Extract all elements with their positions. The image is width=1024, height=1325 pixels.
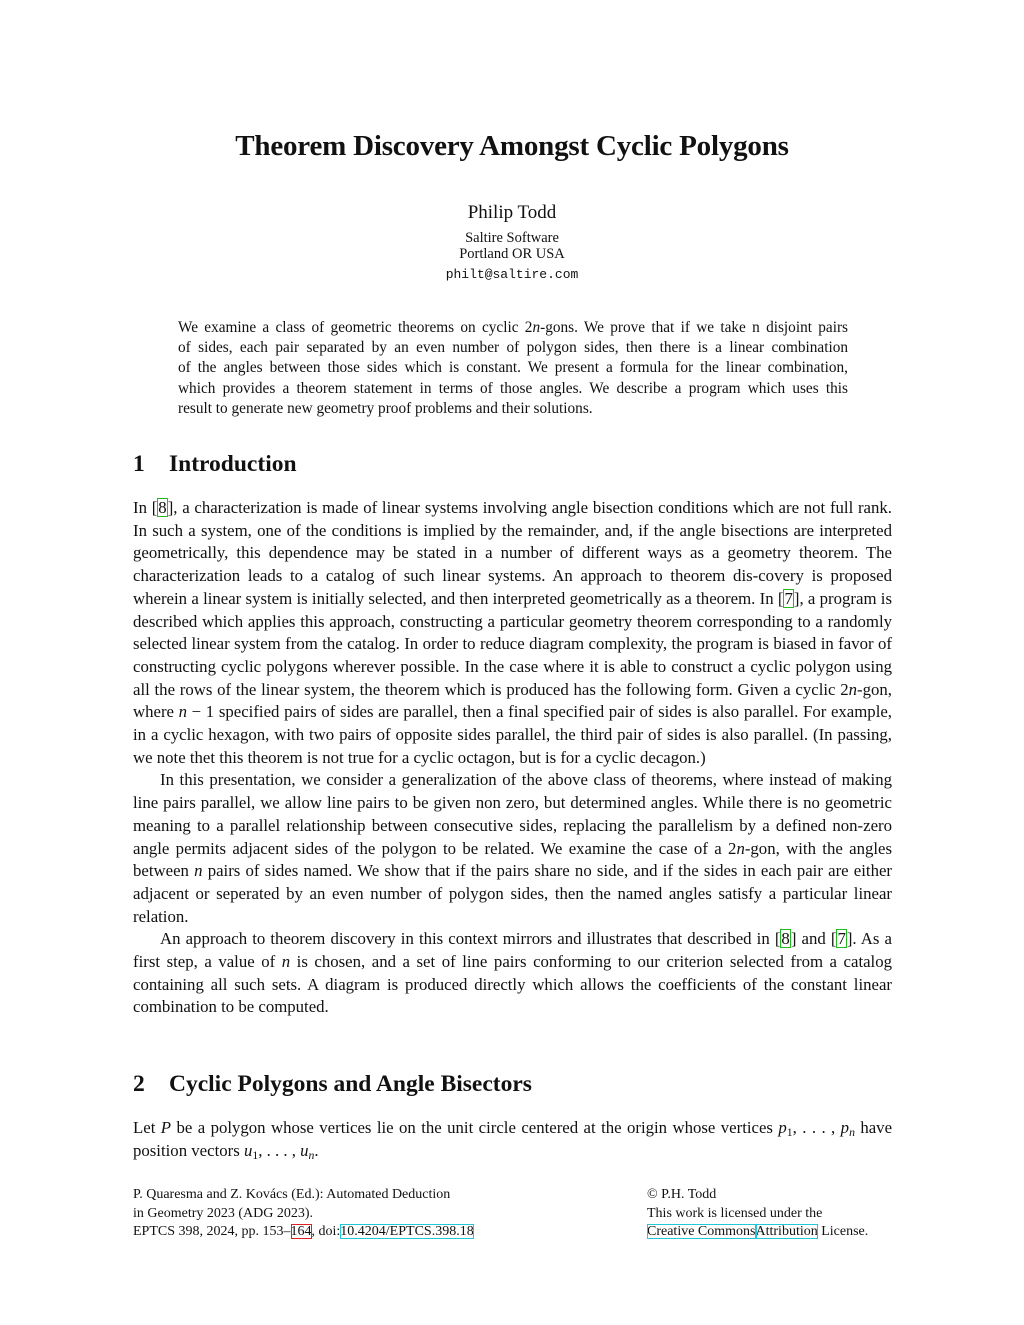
last-page-link[interactable]: 164 — [290, 1224, 312, 1239]
affiliation-line: Saltire Software — [465, 230, 559, 246]
section-heading-cyclic-polygons — [133, 1071, 532, 1098]
abstract — [178, 318, 848, 419]
doi-link[interactable]: 10.4204/EPTCS.398.18 — [340, 1224, 474, 1239]
paragraph: In [8], a characterization is made of linear systems involving angle bisection conditions which are not full rank. In such a system, one of the conditions is implied by the remainder, and, if the angle bisections are interpreted geometrically, this dependence may be stated in a number of different ways as a geometry theorem. The characterization leads to a catalog of such linear systems. An approach to theorem dis-covery is proposed wherein a linear system is initially selected, and then interpreted geometrically as a theorem. In [7], a program is described which applies this approach, constructing a particular geometry theorem corresponding to a randomly selected linear system from the catalog. In order to reduce diagram complexity, the program is biased in favor of constructing cyclic polygons wherever possible. In the case where it is able to construct a cyclic polygon using all the rows of the linear system, the theorem which is produced has the following form. Given a cyclic 2n-gon, where n − 1 specified pairs of sides are parallel, then a final specified pair of sides is also parallel. For example, in a cyclic hexagon, with two pairs of opposite sides parallel, the third pair of sides is also parallel. (In passing, we note thet this theorem is not true for a cyclic octagon, but is for a cyclic decagon.) — [133, 498, 892, 767]
paragraph: In this presentation, we consider a generalization of the above class of theorems, where instead of making line pairs parallel, we allow line pairs to be given non zero, but determined angles. While there is no geometric meaning to a parallel relationship between consecutive sides, replacing the parallelism by a defined non-zero angle permits adjacent sides of the polygon to be related. We examine the case of a 2n-gon, with the angles between n pairs of sides named. We show that if the pairs share no side, and if the sides in each pair are either adjacent or seperated by an even number of polygon sides, then the named angles satisfy a particular linear relation. — [133, 770, 893, 926]
abstract-line: of sides, each pair separated by an even number of polygon sides, then there is a linear combination — [178, 339, 848, 357]
abstract-line: which provides a theorem statement in terms of those angles. We describe a program which uses this — [178, 379, 848, 397]
citation-link-7[interactable]: 7 — [784, 588, 793, 608]
citation-link-7[interactable]: 7 — [837, 929, 846, 949]
creative-commons-link[interactable]: Creative Commons — [647, 1224, 756, 1239]
abstract-line: result to generate new geometry proof problems and their solutions. — [178, 399, 593, 417]
section-title: Cyclic Polygons and Angle Bisectors — [169, 1071, 532, 1097]
citation-link-8[interactable]: 8 — [158, 498, 167, 517]
attribution-link[interactable]: Attribution — [755, 1224, 818, 1239]
section2-body — [133, 1117, 892, 1162]
footer-line: in Geometry 2023 (ADG 2023). — [133, 1205, 314, 1221]
section-number: 1 — [133, 451, 145, 477]
abstract-line: We examine a class of geometric theorems on cyclic 2n-gons. We prove that if we take n disjoint pairs — [178, 319, 848, 336]
license-line: Creative CommonsAttribution License. — [647, 1224, 869, 1239]
section-title: Introduction — [169, 451, 297, 477]
copyright-line: © P.H. Todd — [647, 1187, 717, 1202]
author-email[interactable]: philt@saltire.com — [445, 267, 579, 282]
publication-footer — [133, 1186, 553, 1242]
affiliation-line: Portland OR USA — [459, 246, 565, 262]
paragraph: An approach to theorem discovery in this context mirrors and illustrates that described in [8] and [7]. As a first step, a value of n is chosen, and a set of line pairs conforming to our criterion selected from a catalog containing all such sets. A diagram is produced directly which allows the coefficients of the constant linear combination to be computed. — [133, 929, 892, 1017]
paragraph: Let P be a polygon whose vertices lie on the unit circle centered at the origin whose vertices $p_1$, . . . , $p_n$ have position vectors $u_1$, . . . , $u_n$. — [133, 1118, 893, 1162]
section-heading-introduction — [133, 451, 297, 478]
author-affiliation — [0, 230, 1024, 262]
citation-link-8[interactable]: 8 — [781, 929, 790, 949]
footer-line: EPTCS 398, 2024, pp. 153–164, doi:10.4204/EPTCS.398.18 — [133, 1224, 474, 1239]
author-name: Philip Todd — [467, 202, 557, 223]
license-footer — [647, 1186, 907, 1242]
abstract-line: of the angles between those sides which is constant. We present a formula for the linear combination, — [178, 359, 848, 377]
introduction-body — [133, 497, 892, 1019]
license-line: This work is licensed under the — [647, 1205, 823, 1221]
footer-line: P. Quaresma and Z. Kovács (Ed.): Automated Deduction — [133, 1187, 451, 1202]
section-number: 2 — [133, 1071, 145, 1097]
paper-title: Theorem Discovery Amongst Cyclic Polygons — [235, 130, 789, 162]
